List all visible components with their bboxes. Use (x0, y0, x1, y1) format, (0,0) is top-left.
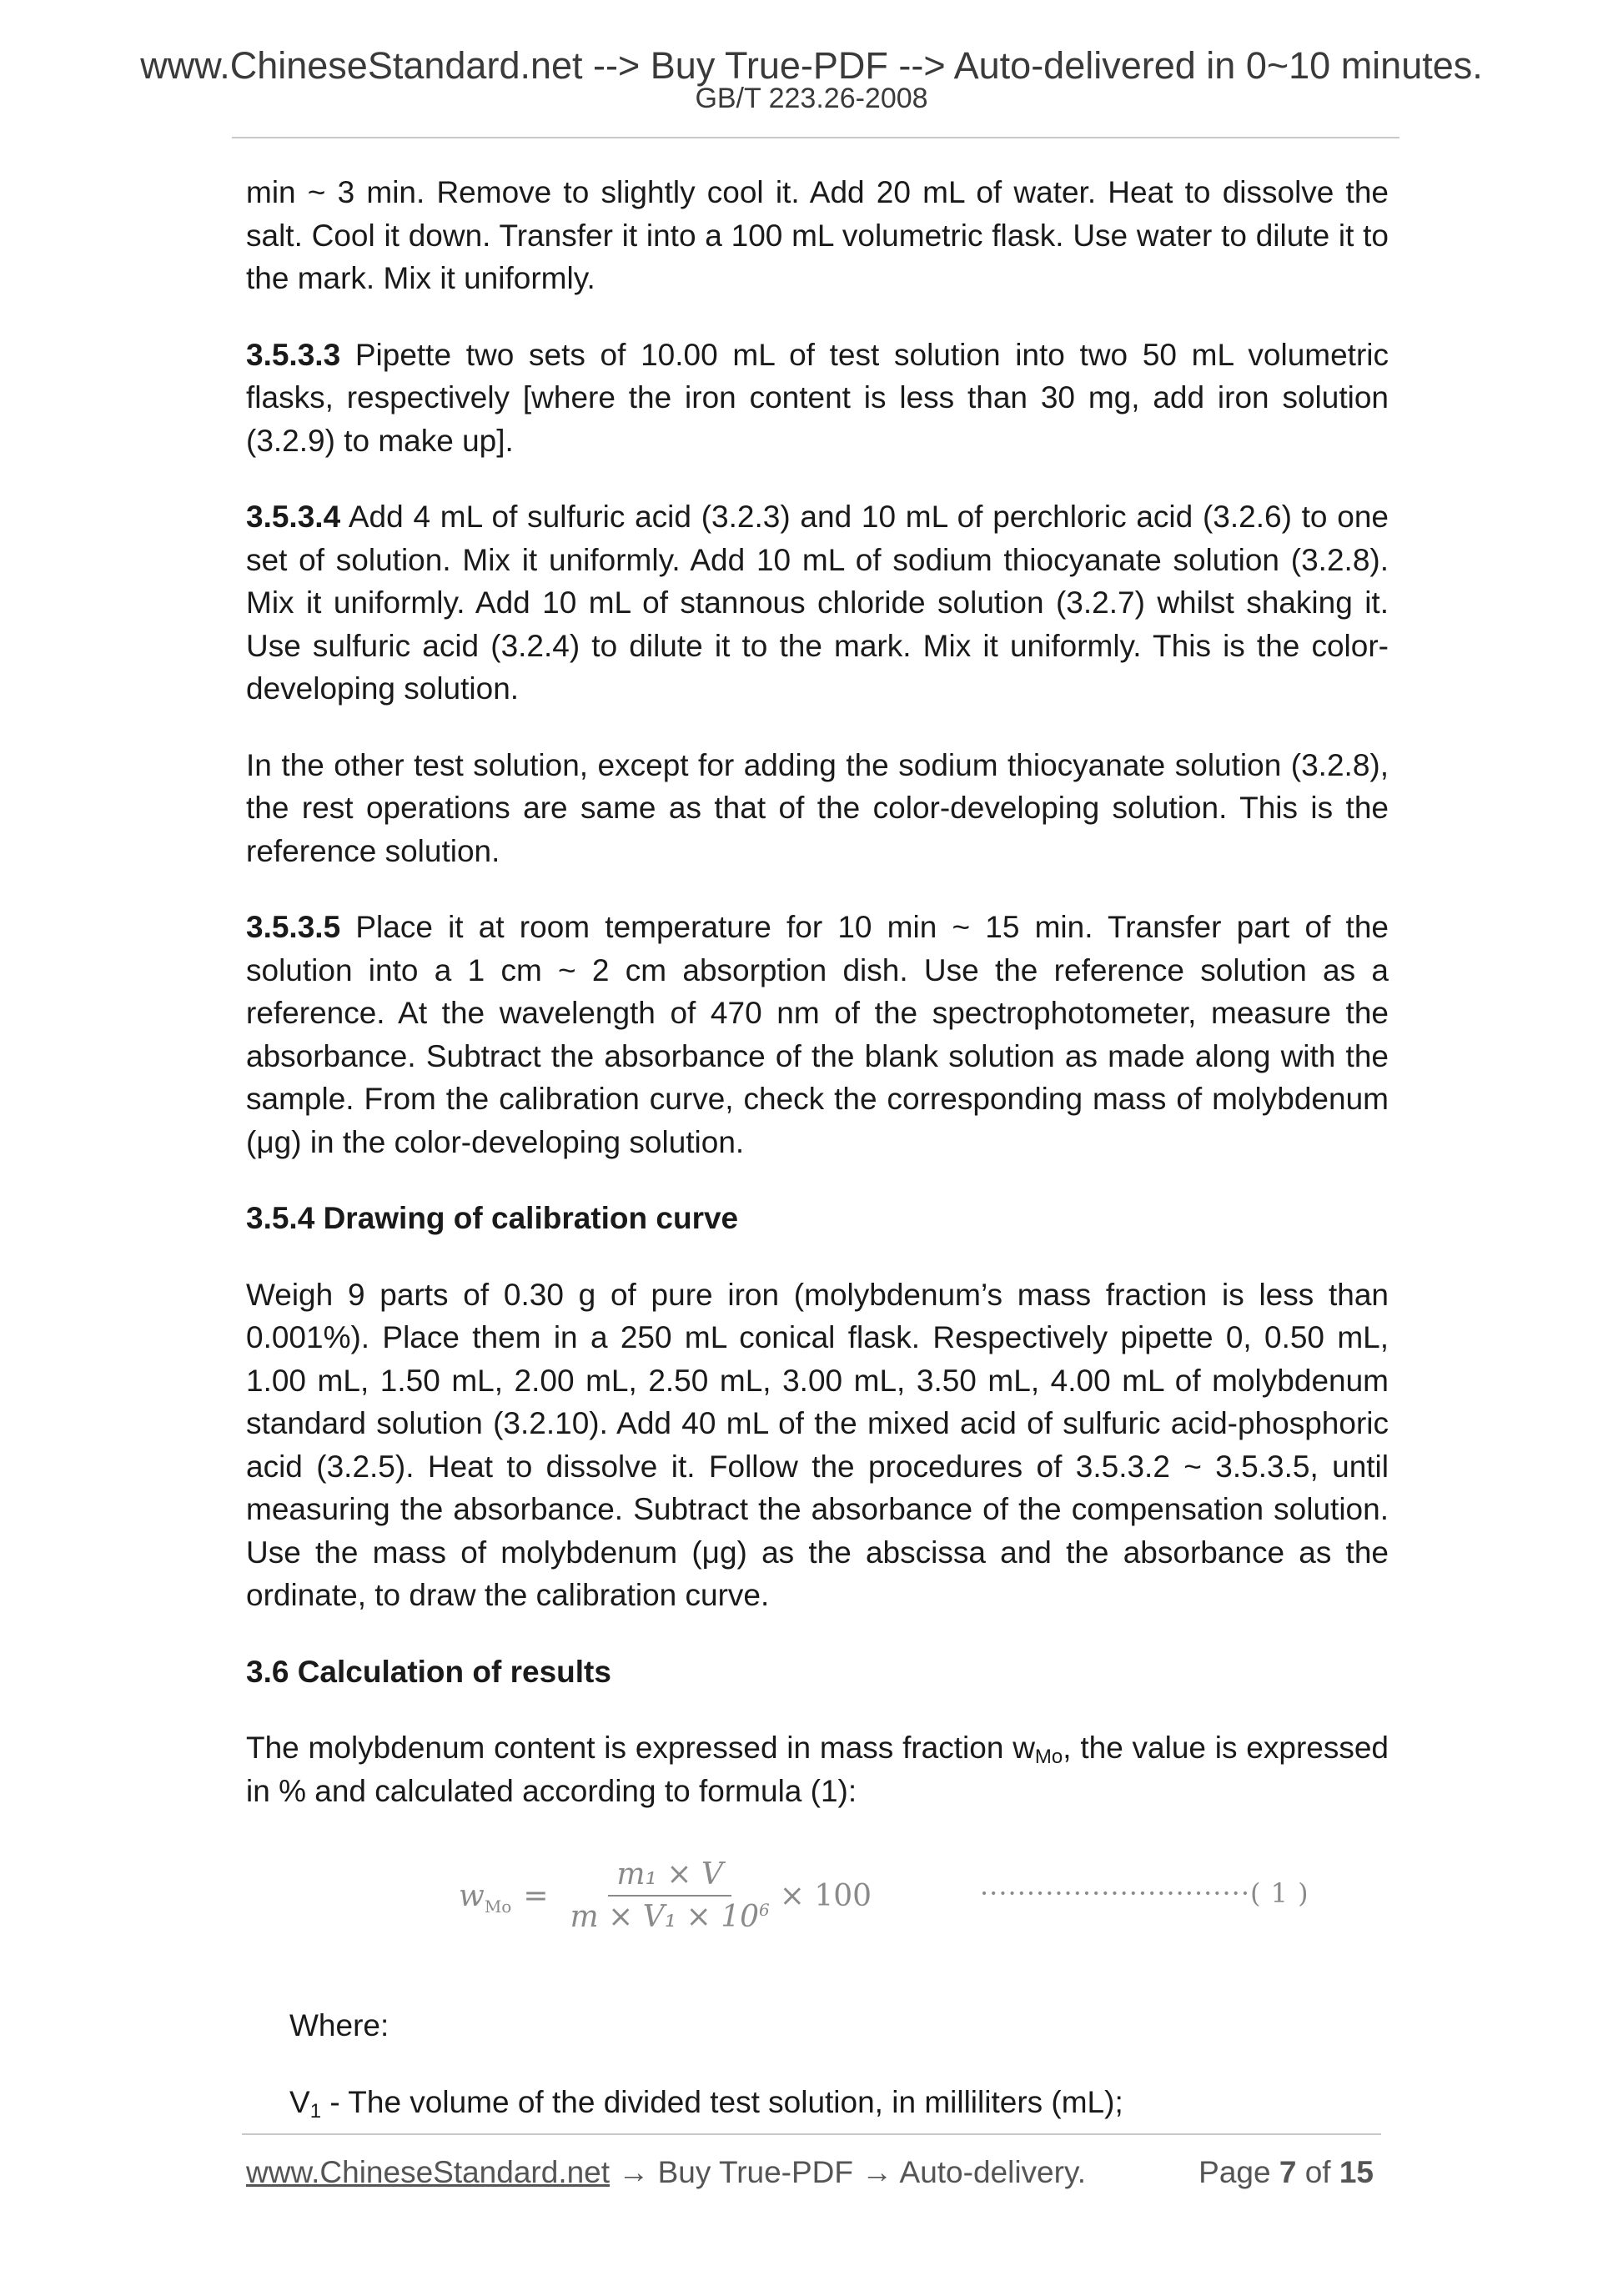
page-of: of (1296, 2155, 1339, 2189)
heading-3-6: 3.6 Calculation of results (246, 1654, 611, 1689)
page-footer (246, 2154, 1380, 2191)
definition-v1 (246, 2081, 1389, 2124)
page-number: 7 (1279, 2155, 1297, 2189)
footer-site-link[interactable]: www.ChineseStandard.net (246, 2155, 611, 2189)
clause-3-5-3-3 (246, 334, 1389, 463)
clause-text: Pipette two sets of 10.00 mL of test solution into two 50 mL volumetric flasks, respectively [where the iron content is less than 30 mg, add iron solution (3.2.9) to make up]. (246, 337, 1389, 458)
page-total: 15 (1339, 2155, 1374, 2189)
formula-1 (246, 1846, 1389, 1979)
result-subscript: Mo (1034, 1746, 1063, 1768)
v1-subscript: 1 (309, 2099, 322, 2123)
formula-lhs-symbol: w (459, 1878, 485, 1913)
formula-denominator (570, 1897, 770, 1934)
clause-number: 3.5.3.4 (246, 500, 341, 534)
paragraph-intro: min ~ 3 min. Remove to slightly cool it. Add 20 mL of water. Heat to dissolve the salt. Cool it down. Transfer it into a 100 mL volumetric flask. Use water to dilute it to the mark. Mix it uniformly. (246, 175, 1389, 295)
page-label: Page (1198, 2155, 1279, 2189)
formula-number: ·····························( 1 ) (980, 1877, 1309, 1909)
footer-text: → Buy True-PDF → Auto-delivery. (610, 2155, 1086, 2189)
clause-text: Add 4 mL of sulfuric acid (3.2.3) and 10 mL of perchloric acid (3.2.6) to one set of solution. Mix it uniformly. Add 10 mL of sodium thiocyanate solution (3.2.8). Mix it uniformly. Add 10 mL of stannous chloride solution (3.2.7) whilst shaking it. Use sulfuric acid (3.2.4) to dilute it to the mark. Mix it uniformly. This is the color-developing solution. (246, 500, 1389, 706)
paragraph-result (246, 1726, 1389, 1812)
clause-text: Place it at room temperature for 10 min ~ 15 min. Transfer part of the solution into a 1 cm ~ 2 cm absorption dish. Use the reference solution as a reference. At the wavelength of 470 nm of the spectrophotometer, measure the absorbance. Subtract the absorbance of the blank solution as made along with the sample. From the calibration curve, check the corresponding mass of molybdenum (μg) in the color-developing solution. (246, 910, 1389, 1159)
footer-divider (242, 2133, 1381, 2135)
page-content (246, 171, 1389, 2157)
paragraph-reference-solution: In the other test solution, except for adding the sodium thiocyanate solution (3.2.8), the rest operations are same as that of the color-developing solution. This is the reference solution. (246, 747, 1389, 868)
v1-symbol: V (289, 2084, 310, 2119)
formula-lhs (459, 1878, 512, 1917)
formula-fraction (570, 1857, 770, 1934)
formula-lhs-subscript: Mo (484, 1896, 512, 1917)
clause-3-5-3-4 (246, 495, 1389, 711)
header-divider (232, 137, 1399, 138)
clause-3-5-3-5 (246, 906, 1389, 1163)
formula-denominator-base: m × V₁ × 10 (570, 1900, 760, 1934)
formula-equals: = (523, 1878, 549, 1913)
site-banner: www.ChineseStandard.net --> Buy True-PDF --> Auto-delivered in 0~10 minutes. (140, 44, 1483, 87)
result-text-b: , the value is expressed in % and calculated according to formula (1): (246, 1731, 1389, 1808)
paragraph-calibration: Weigh 9 parts of 0.30 g of pure iron (molybdenum’s mass fraction is less than 0.001%). Place them in a 250 mL conical flask. Respectively pipette 0, 0.50 mL, 1.00 mL, 1.50 mL, 2.00 mL, 2.50 mL, 3.00 mL, 3.50 mL, 4.00 mL of molybdenum standard solution (3.2.10). Add 40 mL of the mixed acid of sulfuric acid-phosphoric acid (3.2.5). Heat to dissolve it. Follow the procedures of 3.5.3.2 ~ 3.5.3.5, until measuring the absorbance. Subtract the absorbance of the compensation solution. Use the mass of molybdenum (μg) as the abscissa and the absorbance as the ordinate, to draw the calibration curve. (246, 1277, 1389, 1612)
formula-numerator: m₁ × V (608, 1857, 731, 1897)
heading-3-5-4: 3.5.4 Drawing of calibration curve (246, 1201, 739, 1235)
page-indicator (1198, 2154, 1374, 2191)
document-id: GB/T 223.26-2008 (695, 83, 928, 114)
result-text-a: The molybdenum content is expressed in mass fraction w (246, 1731, 1035, 1765)
clause-number: 3.5.3.3 (246, 337, 341, 372)
clause-number: 3.5.3.5 (246, 910, 341, 944)
v1-definition: - The volume of the divided test solution, in milliliters (mL); (321, 2084, 1123, 2119)
where-label: Where: (289, 2008, 389, 2042)
formula-denominator-exponent: 6 (759, 1900, 770, 1920)
formula-expression (459, 1846, 872, 1946)
formula-multiplier: × 100 (779, 1878, 872, 1913)
